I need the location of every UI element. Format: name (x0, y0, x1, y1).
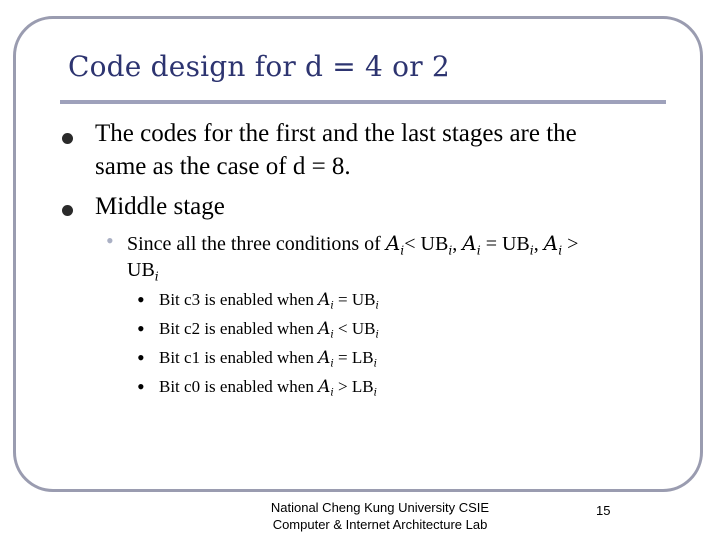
bullet-text: same as the case of d = 8. (95, 153, 351, 180)
condition-bullet-dot: • (137, 316, 145, 341)
condition-item (159, 319, 379, 345)
math-symbol: A (318, 377, 331, 397)
sub-bullet-text (127, 230, 578, 263)
slide-footer (230, 499, 530, 533)
condition-bullet-dot: • (137, 345, 145, 370)
title-divider (60, 100, 666, 104)
math-subscript: i (330, 328, 334, 341)
math-subscript: i (154, 268, 159, 284)
sub-bullet-prefix: Since all the three conditions of (127, 233, 386, 255)
math-subscript: i (375, 299, 379, 312)
condition-operator: > LB (333, 377, 374, 396)
condition-label: Bit c0 is enabled when (159, 377, 319, 396)
condition-operator: = UB (333, 290, 376, 309)
math-operator: < UB (404, 233, 449, 255)
math-symbol: A (318, 290, 331, 310)
bullet-text: Middle stage (95, 193, 225, 220)
condition-label: Bit c1 is enabled when (159, 348, 319, 367)
math-subscript: i (476, 242, 481, 258)
footer-line-1: National Cheng Kung University CSIE (270, 500, 490, 515)
math-symbol: A (318, 319, 331, 339)
math-subscript: i (529, 242, 534, 258)
condition-bullet-dot: • (137, 374, 145, 399)
math-subscript: i (558, 242, 563, 258)
math-symbol: A (385, 231, 401, 255)
math-separator: , (533, 233, 544, 255)
condition-bullet-dot: • (137, 287, 145, 312)
condition-item (159, 377, 377, 403)
sub-bullet-text-continued (127, 257, 159, 289)
page-number: 15 (596, 503, 611, 518)
math-operator: = UB (480, 233, 530, 255)
condition-item (159, 348, 377, 374)
bullet-dot (62, 205, 73, 216)
condition-operator: = LB (333, 348, 374, 367)
slide-title: Code design for d = 4 or 2 (68, 50, 450, 83)
math-subscript: i (373, 386, 377, 399)
math-subscript: i (375, 328, 379, 341)
math-operator: UB (127, 259, 155, 281)
footer-line-2: Computer & Internet Architecture Lab (272, 517, 488, 532)
sub-bullet-dot: • (106, 228, 114, 253)
math-symbol: A (543, 231, 559, 255)
math-subscript: i (400, 242, 405, 258)
math-subscript: i (330, 299, 334, 312)
math-symbol: A (318, 348, 331, 368)
condition-label: Bit c3 is enabled when (159, 290, 319, 309)
math-subscript: i (373, 357, 377, 370)
math-separator: , (452, 233, 463, 255)
math-operator: > (562, 233, 579, 255)
condition-item (159, 290, 379, 316)
math-symbol: A (462, 231, 477, 255)
condition-operator: < UB (333, 319, 376, 338)
math-subscript: i (330, 357, 334, 370)
bullet-text: The codes for the first and the last stages are the (95, 120, 577, 147)
bullet-dot (62, 133, 73, 144)
math-subscript: i (330, 386, 334, 399)
math-subscript: i (448, 242, 453, 258)
condition-label: Bit c2 is enabled when (159, 319, 319, 338)
